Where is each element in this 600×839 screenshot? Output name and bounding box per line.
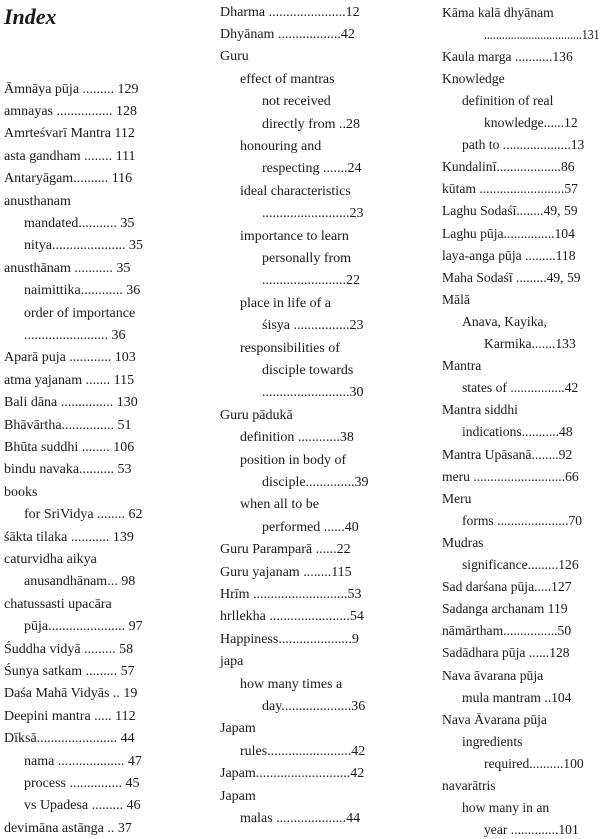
index-entry: pūja...................... 97 (24, 619, 143, 635)
index-entry: when all to be (240, 497, 319, 513)
index-entry: books (4, 484, 38, 500)
index-entry: Karmika.......133 (484, 336, 576, 351)
index-entry: .........................23 (262, 206, 364, 222)
index-entry: Dhyānam ..................42 (220, 26, 355, 42)
index-entry: performed ......40 (262, 519, 359, 535)
index-entry: respecting .......24 (262, 161, 362, 177)
index-entry: disciple towards (262, 362, 354, 378)
index-entry: forms .....................70 (462, 512, 583, 528)
index-entry: Antaryāgam.......... 116 (4, 171, 133, 187)
index-entry: Kaula marga ...........136 (442, 48, 573, 64)
index-entry: Śuddha vidyā ......... 58 (4, 641, 134, 657)
index-entry: not received (262, 94, 331, 110)
index-entry: significance.........126 (462, 557, 579, 572)
index-entry: Nava āvarana pūja (442, 667, 544, 683)
index-entry: kūtam .........................57 (442, 181, 578, 197)
index-entry: Dharma ......................12 (220, 4, 360, 20)
index-entry: day....................36 (262, 698, 366, 714)
index-entry: directly from ..28 (262, 116, 360, 132)
index-entry: Kāma kalā dhyānam (442, 4, 554, 20)
index-entry: honouring and (240, 138, 322, 154)
index-entry: disciple..............39 (262, 474, 369, 490)
index-entry: Laghu pūja...............104 (442, 225, 575, 241)
index-entry: śākta tilaka ........... 139 (4, 529, 134, 545)
index-entry: malas ....................44 (240, 810, 361, 826)
index-entry: Guru (220, 49, 249, 65)
index-entry: Mantra Upāsanā........92 (442, 446, 573, 462)
index-entry: Mudras (442, 534, 484, 550)
index-entry: chatussasti upacāra (4, 596, 112, 612)
index-entry: .........................30 (262, 385, 364, 401)
index-entry: responsibilities of (240, 340, 340, 356)
index-entry: Kundalinī...................86 (442, 159, 575, 175)
index-entry: how many in an (462, 800, 550, 816)
index-entry: anusthanam (4, 193, 71, 209)
index-entry: Laghu Sodaśī........49, 59 (442, 203, 578, 219)
index-entry: Mantra (442, 358, 482, 374)
index-entry: Nava Āvarana pūja (442, 711, 547, 727)
index-entry: ideal characteristics (240, 183, 351, 199)
index-entry: Amrteśvarī Mantra 112 (4, 126, 135, 142)
index-entry: Aparā puja ............ 103 (4, 350, 136, 366)
index-entry: Meru (442, 490, 472, 506)
index-entry: importance to learn (240, 228, 349, 244)
index-entry: nama ................... 47 (24, 753, 142, 769)
index-entry: Anava, Kayika, (462, 313, 547, 329)
index-entry: mula mantram ..104 (462, 689, 572, 705)
index-entry: states of ................42 (462, 380, 579, 396)
index-entry: Mālā (442, 291, 470, 307)
index-entry: Guru Paramparā ......22 (220, 542, 351, 558)
index-entry: Mantra siddhi (442, 402, 518, 418)
index-entry: indications...........48 (462, 424, 573, 440)
index-entry: navarātris (442, 778, 496, 793)
index-entry: Āmnāya pūja ......... 129 (4, 81, 139, 97)
index-entry: hrllekha .......................54 (220, 609, 364, 625)
index-entry: atma yajanam ....... 115 (4, 372, 135, 388)
index-entry: Bhūta suddhi ........ 106 (4, 439, 135, 455)
index-entry: Guru yajanam ........115 (220, 564, 352, 580)
index-entry: Bhāvārtha............... 51 (4, 417, 132, 433)
index-entry: Daśa Mahā Vidyās .. 19 (4, 686, 138, 702)
index-entry: vs Upadesa ......... 46 (24, 798, 141, 814)
index-entry: amnayas ................ 128 (4, 103, 137, 119)
index-entry: Japam (220, 788, 256, 804)
index-entry: order of importance (24, 305, 136, 321)
index-entry: asta gandham ........ 111 (4, 148, 136, 164)
index-entry: year ..............101 (484, 822, 579, 838)
index-entry: for SriVidya ........ 62 (24, 507, 143, 523)
index-entry: meru ...........................66 (442, 468, 579, 484)
index-entry: Deepini mantra ..... 112 (4, 708, 136, 724)
index-entry: śisya ................23 (262, 318, 364, 334)
index-entry: anusthānam ........... 35 (4, 260, 131, 276)
index-entry: Maha Sodaśī .........49, 59 (442, 269, 581, 285)
index-entry: definition ............38 (240, 430, 354, 446)
index-entry: personally from (262, 250, 352, 266)
index-entry: Happiness.....................9 (220, 631, 359, 647)
index-entry: caturvidha aikya (4, 551, 97, 567)
index-entry: Sadādhara pūja ......128 (442, 645, 570, 661)
index-entry: Dīksā....................... 44 (4, 731, 135, 747)
index-entry: japa (220, 654, 244, 670)
index-entry: naimittika............ 36 (24, 283, 141, 299)
index-entry: nāmārtham................50 (442, 623, 572, 639)
index-entry: Japam...........................42 (220, 766, 365, 782)
index-entry: ........................22 (262, 273, 360, 289)
index-entry: path to ....................13 (462, 137, 585, 153)
index-entry: Guru pādukā (220, 407, 293, 423)
index-entry: laya-anga pūja .........118 (442, 247, 576, 263)
index-entry: definition of real (462, 92, 554, 108)
page-title: Index (4, 4, 57, 29)
index-entry: anusandhānam... 98 (24, 574, 136, 590)
index-entry: mandated........... 35 (24, 215, 135, 231)
index-entry: required..........100 (484, 755, 584, 771)
index-entry: ingredients (462, 733, 523, 749)
index-entry: Sad darśana pūja.....127 (442, 579, 572, 595)
index-entry: how many times a (240, 676, 343, 692)
index-entry: Bali dāna ............... 130 (4, 395, 138, 411)
index-entry: Hrīm ...........................53 (220, 586, 362, 602)
index-entry: place in life of a (240, 295, 331, 311)
index-entry: devimāna astānga .. 37 (4, 820, 132, 836)
index-entry: process ............... 45 (24, 775, 140, 791)
index-entry: bindu navaka.......... 53 (4, 462, 132, 478)
index-entry: Japam (220, 721, 256, 737)
index-entry: Śunya satkam ......... 57 (4, 663, 135, 679)
index-entry: nitya..................... 35 (24, 238, 143, 254)
index-entry: position in body of (240, 452, 347, 468)
index-entry: effect of mantras (240, 71, 335, 87)
index-entry: rules........................42 (240, 743, 366, 759)
index-entry: knowledge......12 (484, 115, 578, 130)
index-entry: Knowledge (442, 70, 505, 86)
index-entry: ........................ 36 (24, 327, 126, 343)
index-entry: Sadanga archanam 119 (442, 601, 568, 617)
index-entry: .................................131 (484, 26, 600, 42)
